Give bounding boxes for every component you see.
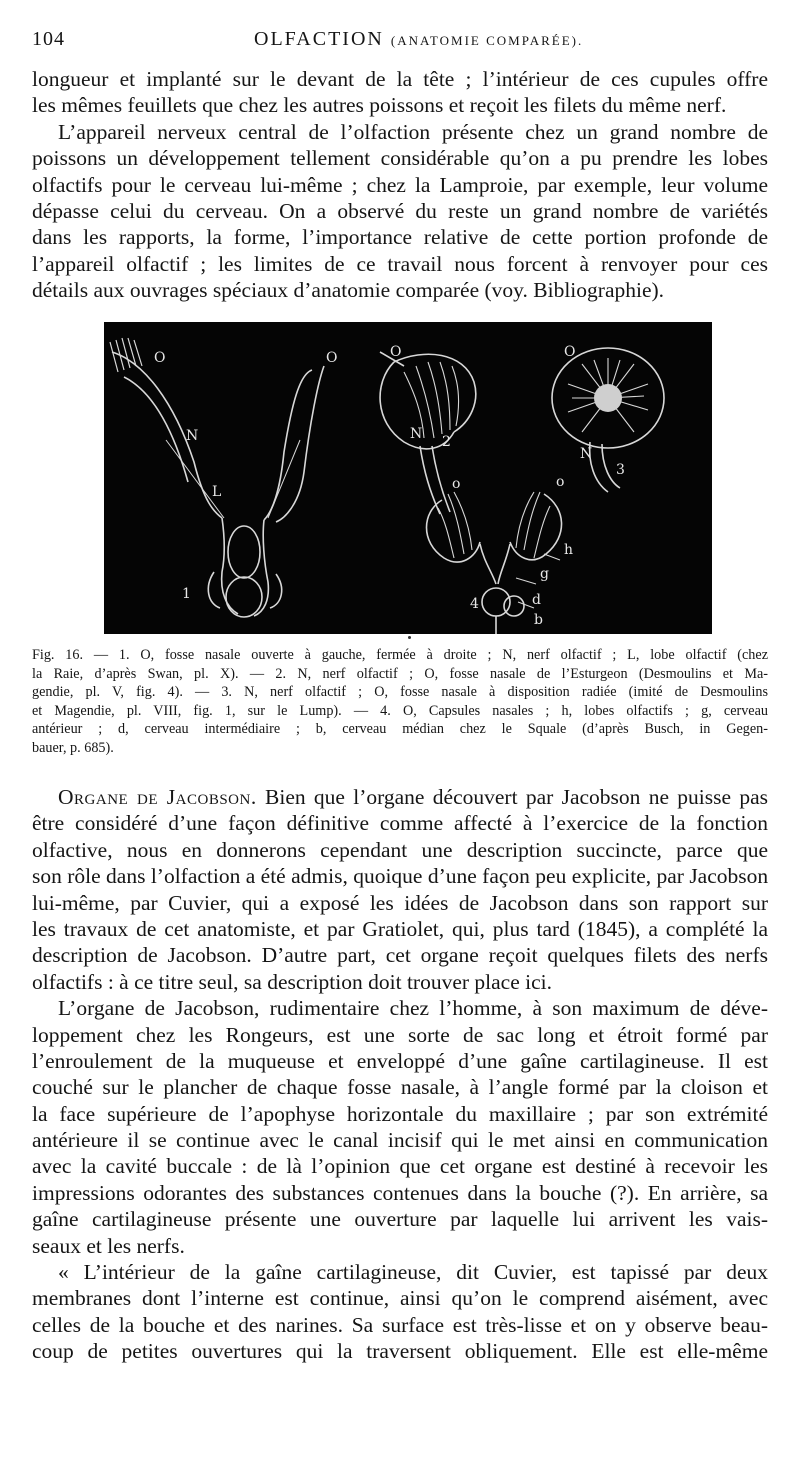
running-header xyxy=(32,28,772,60)
text-line: seaux et les nerfs. xyxy=(32,1233,185,1258)
text-line: celles de la bouche et des narines. Sa surface est très-lisse et on y observe beau- xyxy=(32,1312,768,1337)
label-O-fig1-left: O xyxy=(154,350,166,366)
text-line: description de Jacobson. D’autre part, cet organe reçoit quelques filets des nerfs xyxy=(32,943,768,968)
text-line: longueur et implanté sur le devant de la tête ; l’intérieur de ces cupules offre xyxy=(32,67,768,91)
print-speck xyxy=(408,636,411,639)
figure-16-illustration xyxy=(104,322,712,634)
text-line: lui-même, par Cuvier, qui a exposé les idées de Jacobson dans son rapport sur xyxy=(32,890,768,915)
text-line: L’appareil nerveux central de l’olfaction présente chez un grand nombre de xyxy=(58,119,768,144)
caption-line: antérieur ; d, cerveau intermédiaire ; b, cerveau médian chez le Squale (d’après Busch, in Gegen- xyxy=(32,721,768,737)
text-line: olfactifs : à ce titre seul, sa description doit trouver place ici. xyxy=(32,969,552,994)
caption-line: Fig. 16. — 1. O, fosse nasale ouverte à gauche, fermée à droite ; N, nerf olfactif ; L, lobe olfactif (chez xyxy=(32,647,768,663)
text-line: son rôle dans l’olfaction a été admis, quoique d’une façon peu explicite, par Jacobson xyxy=(32,864,769,889)
text-line: olfactive, nous en donnerons cependant une description succincte, parce que xyxy=(32,837,768,862)
label-fig-number-3: 3 xyxy=(616,462,625,478)
caption-line: la Raie, d’après Swan, pl. X). — 2. N, nerf olfactif ; O, fosse nasale de l’Esturgeon (Desmoulins et Ma- xyxy=(32,665,768,682)
text-line: « L’intérieur de la gaîne cartilagineuse, dit Cuvier, est tapissé par deux xyxy=(58,1260,768,1285)
text-line: poissons un développement tellement considérable qu’on a pu prendre les lobes xyxy=(32,146,768,171)
text-line: L’organe de Jacobson, rudimentaire chez l’homme, à son maximum de déve- xyxy=(58,996,768,1021)
text-line: gaîne cartilagineuse présente une ouverture par laquelle lui arrivent les vais- xyxy=(32,1207,768,1232)
section-heading: Organe de Jacobson. xyxy=(58,785,257,809)
text-line: coup de petites ouvertures qui la traversent obliquement. Elle est elle-même xyxy=(32,1339,768,1364)
text-line: les travaux de cet anatomiste, et par Gratiolet, qui, plus tard (1845), a complété la xyxy=(32,916,768,941)
text-line: les mêmes feuillets que chez les autres poissons et reçoit les filets du même nerf. xyxy=(32,93,727,118)
text-line: membranes dont l’interne est continue, ainsi qu’on le comprend aisément, avec xyxy=(32,1286,768,1311)
text-line: être considéré d’une façon définitive comme affecté à l’exercice de la fonction xyxy=(32,811,768,836)
text-line: loppement chez les Rongeurs, est une sorte de sac long et étroit formé par xyxy=(32,1022,768,1047)
label-b-fig4: b xyxy=(534,612,543,628)
text-line: avec la cavité buccale : de là l’opinion que cet organe est destiné à recevoir les xyxy=(32,1154,768,1179)
label-N-fig1: N xyxy=(186,428,199,444)
label-fig-number-2: 2 xyxy=(442,434,451,450)
label-h-fig4: h xyxy=(564,542,574,558)
running-title-subtitle: (ANATOMIE COMPARÉE). xyxy=(390,33,584,48)
label-N-fig3: N xyxy=(580,446,593,462)
text-line: dans les rapports, la forme, l’importance relative de cette portion profonde de xyxy=(32,225,768,250)
label-d-fig4: d xyxy=(532,592,541,608)
label-fig-number-1: 1 xyxy=(182,586,191,602)
label-N-fig2: N xyxy=(410,426,423,442)
label-O-fig2: O xyxy=(390,344,402,360)
label-o-fig4-right: o xyxy=(556,474,565,490)
figure-caption xyxy=(32,646,768,757)
text-line: la face supérieure de l’apophyse horizontale du maxillaire ; par son extrémité xyxy=(32,1101,768,1126)
text-line: couché sur le plancher de chaque fosse nasale, à l’angle formé par la cloison et xyxy=(32,1075,768,1100)
running-title xyxy=(254,28,583,51)
text-line: détails aux ouvrages spéciaux d’anatomie comparée (voy. Bibliographie). xyxy=(32,278,665,303)
text-line: l’enroulement de la muqueuse et enveloppé d’une gaîne cartilagineuse. Il est xyxy=(32,1048,768,1073)
label-L-fig1: L xyxy=(212,484,222,500)
label-o-fig4-left: o xyxy=(452,476,461,492)
body-text-bottom xyxy=(32,784,768,1365)
page-number: 104 xyxy=(32,28,65,50)
label-O-fig1-right: O xyxy=(326,350,338,366)
section-first-line xyxy=(32,784,768,810)
label-O-fig3: O xyxy=(564,344,576,360)
caption-line: bauer, p. 685). xyxy=(32,739,114,756)
text-line: olfactifs pour le cerveau lui-même ; chez la Lamproie, par exemple, leur volume xyxy=(32,172,768,197)
caption-line: gendie, pl. V, fig. 4). — 3. N, nerf olfactif ; O, fosse nasale à disposition radiée (imité de Desmoulins xyxy=(32,684,768,700)
text-line: dépasse celui du cerveau. On a observé du reste un grand nombre de variétés xyxy=(32,198,768,223)
label-g-fig4: g xyxy=(540,566,549,582)
section-first-line-text: Bien que l’organe découvert par Jacobson ne puisse pas xyxy=(265,785,768,809)
figure-16-drawing xyxy=(104,322,712,634)
running-title-main: OLFACTION xyxy=(254,28,384,50)
text-line: impressions odorantes des substances contenues dans la bouche (?). En arrière, sa xyxy=(32,1180,768,1205)
body-text-top xyxy=(32,66,768,304)
text-line: l’appareil olfactif ; les limites de ce travail nous forcent à renvoyer pour ces xyxy=(32,251,768,276)
text-line: antérieure il se continue avec le canal incisif qui le met ainsi en communication xyxy=(32,1128,768,1153)
figure-labels xyxy=(154,344,625,628)
label-fig-number-4: 4 xyxy=(470,596,479,612)
caption-line: et Magendie, pl. VIII, fig. 1, sur le Lump). — 4. O, Capsules nasales ; h, lobes olfactifs ; g, cerveau xyxy=(32,702,768,719)
